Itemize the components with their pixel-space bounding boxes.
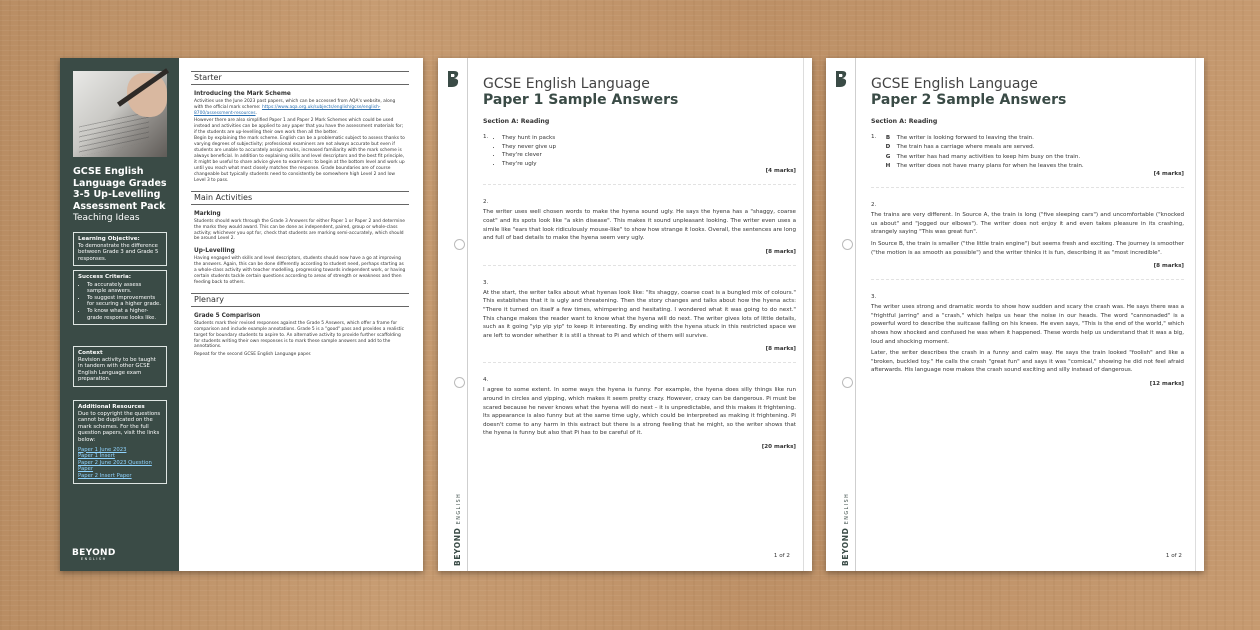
q1-answer: • They hunt in packs <box>502 134 556 143</box>
context-text: Revision activity to be taught in tandem with other GCSE English Language exam preparation. <box>78 356 156 383</box>
uplevelling-heading: Up-Levelling <box>194 248 235 255</box>
binder-hole <box>842 377 853 388</box>
grade5-text: Students mark their revised responses against the Grade 5 Answers, which offer a frame for comparison and include example annotations. Grade 5 is a "good" pass and provides a realistic target for boundary students to aspire to. An alternative activity to provide further scaffolding for students writing their own responses is to mark these sample answers and add to the annotations. <box>194 320 405 350</box>
p2-q1 <box>871 134 1184 171</box>
q1-number: 1. <box>483 134 489 140</box>
q2-number: 2. <box>871 202 877 209</box>
paper2-section: Section A: Reading <box>871 118 938 125</box>
teaching-ideas-page <box>60 58 423 571</box>
paper1-title-line1: GCSE English Language <box>483 76 650 92</box>
additional-resources-box <box>73 400 167 484</box>
intro-heading: Introducing the Mark Scheme <box>194 91 291 97</box>
q3-marks: [12 marks] <box>1149 380 1184 387</box>
q3-answer-p2: Later, the writer describes the crash in a funny and calm way. He says the train looked "foolish" and like a "broken, buckled toy." He calls the crash "great fun" and says it was "comical," showing he did not feel afraid afterwards. His language now makes the crash sound exciting and silly instead of dangerous. <box>871 350 1184 374</box>
paper2-title-line2: Paper 2 Sample Answers <box>871 92 1067 108</box>
intro-paragraph-1: Activities use the June 2023 past papers, which can be accessed from AQA's website, along with the official mark scheme: https://www.aqa.org.uk/subjects/english/gcse/english-8700/assessment-resources. <box>194 99 396 116</box>
learning-objective-text: To demonstrate the difference between Grade 3 and Grade 5 responses. <box>78 242 159 262</box>
beyond-logo <box>72 548 116 561</box>
sidebar <box>60 58 179 571</box>
marking-text: Students should work through the Grade 3 Answers for either Paper 1 or Paper 2 and determine the marks they would award. This can be done as independent, paired, group or whole-class activity; whichever you opt for, check that students are marking semi-accurately, which should be around Level 2. <box>194 218 405 242</box>
binder-hole <box>842 239 853 250</box>
brand-sub: ENGLISH <box>80 557 107 561</box>
aqa-link[interactable]: https://www.aqa.org.uk/subjects/english/gcse/english-8700/assessment-resources <box>194 104 381 116</box>
q1-answer: • They're clever <box>502 151 556 160</box>
link-paper1-june-2023[interactable]: Paper 1 June 2023 <box>78 446 127 453</box>
q1-marks: [4 marks] <box>765 168 796 175</box>
q2-number: 2. <box>483 199 489 206</box>
page-rail <box>826 58 856 571</box>
page-edge-line <box>803 58 804 571</box>
additional-resources-heading: Additional Resources <box>78 404 145 410</box>
page-edge-line <box>1195 58 1196 571</box>
q3-number: 3. <box>483 279 489 286</box>
binder-hole <box>454 377 465 388</box>
intro-paragraph-3: Begin by explaining the mark scheme. English can be a problematic subject to assess thanks to varying degrees of subjectivity; professional examiners are not always accurate but even if students are unable to accurately assign marks, increased familiarity with the mark scheme is always beneficial. In addition to explaining skills and level descriptors and the best fit principle, it might be useful to share advice given to examiners: to begin at the bottom level and work up until you reach what most closely matches the response. Grade boundaries are of course changeable but typically students need to consistently be somewhere high Level 2 and low Level 3 to pass. <box>194 136 405 183</box>
writing-hand-photo <box>73 71 167 157</box>
b-logo-icon <box>446 70 460 88</box>
page-number: 1 of 2 <box>773 553 790 559</box>
page-rail <box>438 58 468 571</box>
q1-answer: • They never give up <box>502 143 556 152</box>
context-box <box>73 346 167 387</box>
uplevelling-text: Having engaged with skills and level descriptors, students should now have a go at improving the answers. Again, this can be done differently according to student need, perhaps starting as a whole-class activity with teacher modelling, progressing towards independent work, or having certain students tackle certain questions according to areas of strength or weakness and then feeding back to others. <box>194 256 406 285</box>
success-criteria-item: • To accurately assess sample answers. <box>87 282 162 295</box>
intro-paragraph-2: However there are also simplified Paper 1 and Paper 2 Mark Schemes which could be used instead and activities can be applied to any paper that you have the assessment materials for; if the students are up-levelling their own work then all the better. <box>194 117 404 135</box>
q1-answer: G The writer has had many activities to keep him busy on the train. <box>885 153 1081 160</box>
marking-heading: Marking <box>194 210 221 217</box>
plenary-heading: Plenary <box>191 293 409 307</box>
page-number: 1 of 2 <box>1165 553 1182 559</box>
paper2-title-line1: GCSE English Language <box>871 76 1038 92</box>
binder-hole <box>454 239 465 250</box>
success-criteria-item: • To know what a higher-grade response looks like. <box>87 308 162 321</box>
paper1-answers-page <box>438 58 812 571</box>
q2-answer-p2: In Source B, the train is smaller ("the little train engine") but seems fresh and exciting. The journey is smoother ("the motion is as smooth as possible") and the writer thinks it is fun, describing it as "most incredible". <box>871 240 1184 256</box>
vertical-brand: BEYOND ENGLISH <box>453 492 462 566</box>
b-logo-icon <box>834 70 848 88</box>
main-activities-heading: Main Activities <box>191 191 409 205</box>
starter-heading: Starter <box>191 71 409 85</box>
q2-answer-p1: The trains are very different. In Source A, the train is long ("five sleeping cars") and uncomfortable ("knocked us about" and "jogged our elbows"). The writer does not enjoy it and even takes pleasure in its crashing, strangely saying "This was great fun". <box>871 212 1184 236</box>
success-criteria-item: • To suggest improvements for securing a higher grade. <box>87 295 162 308</box>
learning-objective-box <box>73 232 167 266</box>
success-criteria-box <box>73 270 167 325</box>
link-paper2-june-2023[interactable]: Paper 2 June 2023 Question Paper <box>78 459 152 473</box>
paper1-title-line2: Paper 1 Sample Answers <box>483 92 679 108</box>
q4-answer: I agree to some extent. In some ways the hyena is funny. For example, the hyena does silly things like run around in circles and yipping, which makes it seem pretty crazy. However, crazy can be dangerous. Pi must be scared because he never knows what the hyena will do next – it is unpredictable, and this makes it frightening. Its appearance is also funny but at the same time ugly, which could be interpreted as making it frightening. Pi doesn't come to any harm in this extract but there is a strong feeling that he might, so the writer shows that the hyena is funny but also that Pi has to be careful of it. <box>483 387 796 437</box>
context-heading: Context <box>78 350 103 356</box>
q3-answer-p1: The writer uses strong and dramatic words to show how sudden and scary the crash was. He says there was a "frightful jarring" and a "crash," which helps us hear the noise in our heads. The word "cannonaded" is a powerful word to describe the suitcase falling on his knees. He even says, "This is the end of the world," which shows how shocked and confused he was when it happened. These words help us understand that it was a big, loud and shocking moment. <box>871 304 1184 345</box>
paper2-content <box>871 76 1184 387</box>
q1-marks: [4 marks] <box>1153 171 1184 178</box>
q1-answer: • They're ugly <box>502 160 556 169</box>
q4-marks: [20 marks] <box>761 443 796 450</box>
paper2-answers-page <box>826 58 1204 571</box>
paper1-content <box>483 76 796 450</box>
additional-resources-text: Due to copyright the questions cannot be duplicated on the mark schemes. For the full question papers, visit the links below: <box>78 410 161 443</box>
link-paper1-insert[interactable]: Paper 1 Insert <box>78 453 115 460</box>
vertical-brand: BEYOND ENGLISH <box>841 492 850 566</box>
q2-answer: The writer uses well chosen words to make the hyena sound ugly. He says the hyena has a "shaggy, coarse coat" and its spots look like "a skin disease". This makes it sound unpleasant looking. The writer even uses a simile like "ears that look ridiculously mouse-like" to show how strange it looks. Overall, the sentences are long and full of bad details to make the hyena seem very ugly. <box>483 209 796 242</box>
success-criteria-heading: Success Criteria: <box>78 274 131 280</box>
q3-answer: At the start, the writer talks about what hyenas look like: "Its shaggy, coarse coat is a bungled mix of colours." This establishes that it is ugly and threatening. Then the story changes and talks about how the hyena acts: "There it turned on itself a few times, whimpering and hesitating. I wondered what it was going to do next." This change makes the reader want to know what the hyena will do next. The writer gives lots of little details, such as it going "yip yip yip" to keep it interesting. By ending with the hyena stuck in this restricted space we are left to wonder whether it is still a threat to Pi and which of them will survive. <box>483 289 796 339</box>
q2-marks: [8 marks] <box>1153 263 1184 270</box>
q1-answer: H The writer does not have many plans for when he leaves the train. <box>885 162 1084 169</box>
pack-subtitle: Teaching Ideas <box>73 213 140 223</box>
p1-q1 <box>483 134 796 168</box>
grade5-heading: Grade 5 Comparison <box>194 312 261 319</box>
q3-marks: [8 marks] <box>765 346 796 353</box>
q1-number: 1. <box>871 134 877 140</box>
q2-marks: [8 marks] <box>765 248 796 255</box>
learning-objective-heading: Learning Objective: <box>78 236 140 242</box>
teaching-content <box>191 71 409 359</box>
link-paper2-insert[interactable]: Paper 2 Insert Paper <box>78 472 132 479</box>
brand-name: BEYOND <box>72 548 116 558</box>
q1-answer: B The writer is looking forward to leaving the train. <box>885 135 1034 141</box>
paper1-section: Section A: Reading <box>483 118 550 125</box>
pack-title: GCSE English Language Grades 3-5 Up-Levelling Assessment Pack <box>73 166 167 212</box>
q4-number: 4. <box>483 377 489 384</box>
q3-number: 3. <box>871 294 877 301</box>
repeat-note: Repeat for the second GCSE English Language paper. <box>194 352 312 358</box>
q1-answer: D The train has a carriage where meals are served. <box>885 144 1035 151</box>
